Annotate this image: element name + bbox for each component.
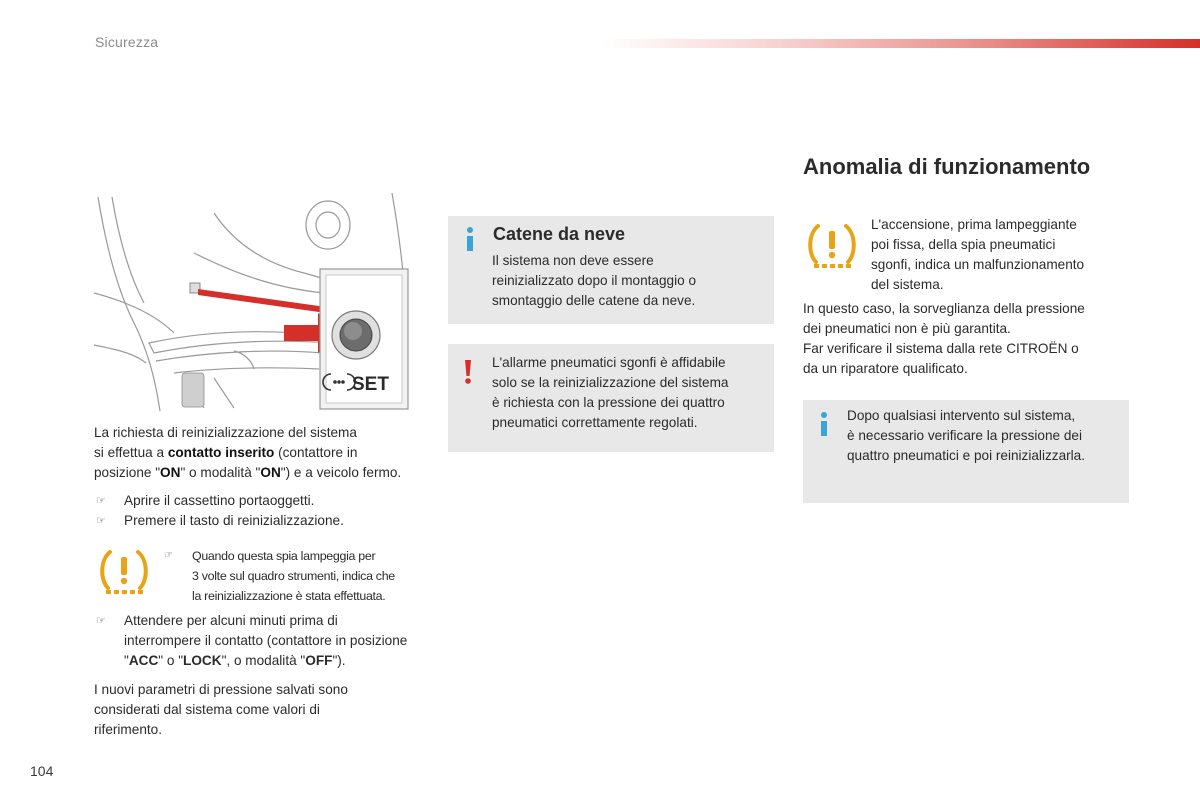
tire-pressure-warning-icon [98, 548, 150, 601]
snow-chains-title: Catene da neve [493, 224, 626, 244]
reliability-warning-text: L'allarme pneumatici sgonfi è affidabile solo se la reinizializzazione del sistema è richiesta con la pressione dei quattro pneumatici correttamente regolati. [492, 355, 729, 430]
snow-chains-text: Il sistema non deve essere reinizializzato dopo il montaggio o smontaggio delle catene da neve. [492, 253, 697, 308]
intro-line-1: La richiesta di reinizializzazione del sistema [94, 425, 357, 440]
intro-paragraph [94, 423, 434, 483]
malfunction-indicator-text: L'accensione, prima lampeggiante poi fissa, della spia pneumatici sgonfi, indica un malfunzionamento del sistema. [871, 217, 1085, 292]
exclamation-icon [462, 359, 474, 385]
tire-pressure-warning-icon [806, 222, 858, 275]
malfunction-title: Anomalia di funzionamento [803, 154, 1091, 179]
info-icon [817, 411, 831, 437]
header-accent-bar [600, 39, 1200, 48]
hand-pointer-icon: ☞ [96, 515, 106, 527]
info-icon [463, 226, 477, 252]
hand-pointer-icon: ☞ [96, 615, 106, 627]
malfunction-paragraph: In questo caso, la sorveglianza della pressione dei pneumatici non è più garantita. Far verificare il sistema dalla rete CITROËN o da un riparatore qualificato. [803, 301, 1085, 376]
section-label: Sicurezza [95, 34, 159, 50]
post-intervention-box [803, 400, 1129, 503]
final-paragraph: I nuovi parametri di pressione salvati sono considerati dal sistema come valori di riferimento. [94, 682, 348, 737]
reset-button-illustration [94, 193, 414, 413]
hand-pointer-icon: ☞ [164, 550, 173, 561]
intro-line-2: si effettua a contatto inserito (contattore in [94, 445, 358, 460]
reliability-warning-box [448, 344, 774, 452]
page-number: 104 [30, 763, 54, 779]
snow-chains-box [448, 216, 774, 324]
hand-pointer-icon: ☞ [96, 495, 106, 507]
set-label: SET [352, 374, 389, 395]
intro-line-3: posizione "ON" o modalità "ON") e a veicolo fermo. [94, 465, 402, 480]
post-intervention-text: Dopo qualsiasi intervento sul sistema, è necessario verificare la pressione dei quattro pneumatici e poi reinizializzarla. [847, 408, 1086, 463]
